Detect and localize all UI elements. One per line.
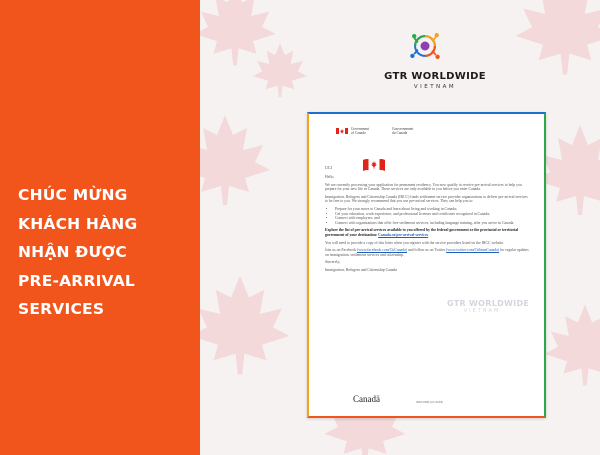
headline <box>18 181 196 324</box>
headline-line-5: SERVICES <box>18 300 105 318</box>
maple-leaf-icon <box>200 270 295 380</box>
form-code: IMM 0999 (07-2018) <box>416 400 444 404</box>
left-panel <box>0 0 200 455</box>
headline-line-4: PRE-ARRIVAL <box>18 271 135 290</box>
gov-french <box>392 127 413 135</box>
headline-line-1: CHÚC MỪNG <box>18 186 128 204</box>
gov-english <box>351 127 369 135</box>
gov-english-line-2: of Canada <box>351 131 366 135</box>
headline-line-3: NHẬN ĐƯỢC <box>18 243 127 261</box>
maple-leaf-icon <box>540 300 600 390</box>
canada-flag-icon <box>336 128 348 134</box>
gov-french-line-1: Gouvernement <box>392 127 414 131</box>
social-paragraph <box>325 248 530 257</box>
watermark-name: GTR WORLDWIDE <box>447 299 530 308</box>
signoff: Immigration, Refugees and Citizenship Canada <box>325 267 398 272</box>
list-item: • Connect with employers; and <box>335 216 530 221</box>
paragraph-2: Immigration, Refugees and Citizenship Canada (IRCC) funds settlement service provider organizations to deliver pre-arrival services to be free to you. We strongly recommend that you use pre-arrival services. They can help you to: <box>325 194 528 204</box>
paragraph-3: You will need to provide a copy of this letter when you register with the service providers listed on the IRCC website. <box>325 240 505 245</box>
brand-subtitle: VIETNAM <box>413 84 457 90</box>
gov-french-line-2: du Canada <box>392 131 408 135</box>
social-mid: and follow us on Twitter <box>407 248 446 253</box>
list-item: • Prepare for your move to Canada and learn about living and working in Canada; <box>335 207 530 212</box>
canada-wordmark: Canadä <box>353 394 380 404</box>
pre-arrival-letter <box>307 112 546 418</box>
headline-line-2: KHÁCH HÀNG <box>18 214 138 233</box>
watermark-subtitle: VIETNAM <box>463 308 501 314</box>
greeting: Hello, <box>325 175 335 179</box>
waving-canada-flag-icon <box>362 156 386 174</box>
pre-arrival-services-link[interactable]: Canada.ca/pre-arrival-services <box>378 232 429 237</box>
paragraph-1: We are currently processing your application for permanent residency. You now qualify to receive pre-arrival services to help you prepare for your new life in Canada. These services are only available to you before you enter Canada. <box>325 182 522 192</box>
gov-english-line-1: Government <box>351 127 369 131</box>
brand-name: GTR WORLDWIDE <box>384 71 486 82</box>
maple-leaf-icon <box>510 0 600 80</box>
facebook-link[interactable]: (www.facebook.com/CitCanada) <box>357 248 408 253</box>
letter-body <box>325 175 530 276</box>
list-item: • Get your education, work experience, and professional licenses and certificates recognized in Canada; <box>335 212 530 217</box>
uci-label: UCI <box>325 165 332 170</box>
benefits-list <box>335 207 530 225</box>
list-item: • Connect with organizations that offer free settlement services, including language training, after you arrive in Canada. <box>335 221 530 226</box>
maple-leaf-icon <box>200 110 275 210</box>
explore-paragraph <box>325 228 530 237</box>
gtr-globe-logo-icon <box>407 28 443 64</box>
maple-leaf-icon <box>250 40 310 100</box>
social-suffix: for regular updates on immigration, settlement services and citizenship. <box>325 248 529 257</box>
gtr-watermark <box>447 299 530 314</box>
explore-text: Explore the list of pre-arrival services available to you offered by the federal government or the provincial or territorial government of your destination: <box>325 228 519 237</box>
twitter-link[interactable]: (www.twitter.com/CitImmCanada) <box>446 248 500 253</box>
social-prefix: Join us on Facebook <box>325 248 357 253</box>
sincerely: Sincerely, <box>325 260 341 265</box>
